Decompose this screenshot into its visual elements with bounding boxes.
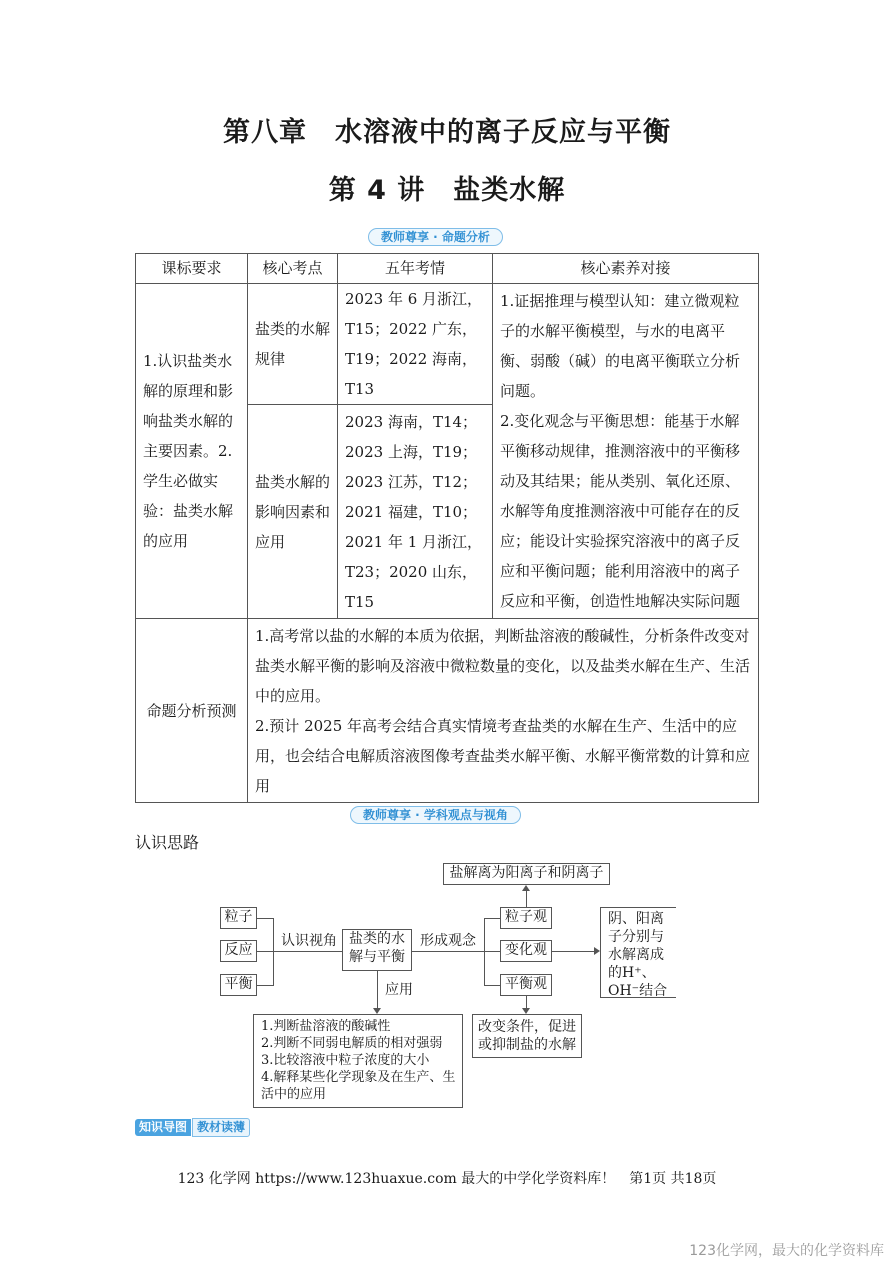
page-footer: 123 化学网 https://www.123huaxue.com 最大的中学化学资料库！ 第1页 共18页 <box>177 1171 717 1187</box>
point-cell: 盐类的水解规律 <box>248 284 338 405</box>
table-row <box>136 619 759 803</box>
years-cell: 2023 年 6 月浙江，T15；2022 广东，T19；2022 海南，T13 <box>338 284 493 405</box>
header-literacy: 核心素养对接 <box>493 254 759 284</box>
lesson-title: 第 4 讲 盐类水解 <box>328 175 566 206</box>
forecast-2: 2.预计 2025 年高考会结合真实情境考查盐类的水解在生产、生活中的应用，也会结合电解质溶液图像考查盐类水解平衡、水解平衡常数的计算和应用 <box>255 716 751 795</box>
top-box: 盐解离为阳离子和阴离子 <box>443 863 610 885</box>
badge-perspective: 教师尊享 · 学科观点与视角 <box>350 806 521 824</box>
literacy-cell <box>493 284 759 619</box>
list-item: 4.解释某些化学现象及在生产、生活中的应用 <box>261 1070 456 1102</box>
section-label: 认识思路 <box>135 833 200 852</box>
forecast-cell <box>248 619 759 803</box>
chapter-title: 第八章 水溶液中的离子反应与平衡 <box>223 117 671 148</box>
view-label: 认识视角 <box>281 933 337 949</box>
badge-analysis: 教师尊享 · 命题分析 <box>368 228 503 246</box>
knowledge-badge <box>135 1118 250 1135</box>
point-cell: 盐类水解的影响因素和应用 <box>248 405 338 619</box>
center-box: 盐类的水解与平衡 <box>342 929 412 971</box>
left-box-balance: 平衡 <box>220 974 257 996</box>
badge-textbook: 教材读薄 <box>192 1118 250 1137</box>
watermark: 123化学网，最大的化学资料库 <box>689 1243 884 1259</box>
left-box-particle: 粒子 <box>220 907 257 929</box>
list-item: 3.比较溶液中粒子浓度的大小 <box>261 1053 430 1068</box>
apply-label: 应用 <box>385 982 413 998</box>
forecast-1: 1.高考常以盐的水解的本质为依据，判断盐溶液的酸碱性，分析条件改变对盐类水解平衡的影响及溶液中微粒数量的变化，以及盐类水解在生产、生活中的应用。 <box>255 626 751 705</box>
mid-box-particle: 粒子观 <box>500 907 552 929</box>
mid-box-change: 变化观 <box>500 940 552 962</box>
list-item: 2.判断不同弱电解质的相对强弱 <box>261 1036 443 1051</box>
form-label: 形成观念 <box>420 933 476 949</box>
right-box: 阴、阳离子分别与水解离成的H⁺、OH⁻结合 <box>600 907 676 998</box>
table-header-row <box>136 254 759 284</box>
badge-knowledge-map: 知识导图 <box>135 1119 191 1136</box>
table-row <box>136 284 759 405</box>
literacy-2: 2.变化观念与平衡思想：能基于水解平衡移动规律，推测溶液中的平衡移动及其结果；能从类别、氧化还原、水解等角度推测溶液中可能存在的反应；能设计实验探究溶液中的离子反应和平衡问题；能利用溶液中的离子反应和平衡，创造性地解决实际问题 <box>500 412 741 610</box>
list-item: 1.判断盐溶液的酸碱性 <box>261 1019 391 1034</box>
forecast-label: 命题分析预测 <box>136 619 248 803</box>
header-requirement: 课标要求 <box>136 254 248 284</box>
years-cell: 2023 海南，T14；2023 上海，T19；2023 江苏，T12；2021 福建，T10；2021 年 1 月浙江，T23；2020 山东，T15 <box>338 405 493 619</box>
header-years: 五年考情 <box>338 254 493 284</box>
left-box-reaction: 反应 <box>220 940 257 962</box>
header-point: 核心考点 <box>248 254 338 284</box>
apply-list-box <box>253 1014 463 1108</box>
mid-box-balance: 平衡观 <box>500 974 552 996</box>
balance-result-box: 改变条件，促进或抑制盐的水解 <box>472 1014 582 1058</box>
literacy-1: 1.证据推理与模型认知：建立微观粒子的水解平衡模型，与水的电离平衡、弱酸（碱）的电离平衡联立分析问题。 <box>500 292 741 400</box>
analysis-table <box>135 253 759 803</box>
requirement-cell: 1.认识盐类水解的原理和影响盐类水解的主要因素。2.学生必做实验：盐类水解的应用 <box>136 284 248 619</box>
